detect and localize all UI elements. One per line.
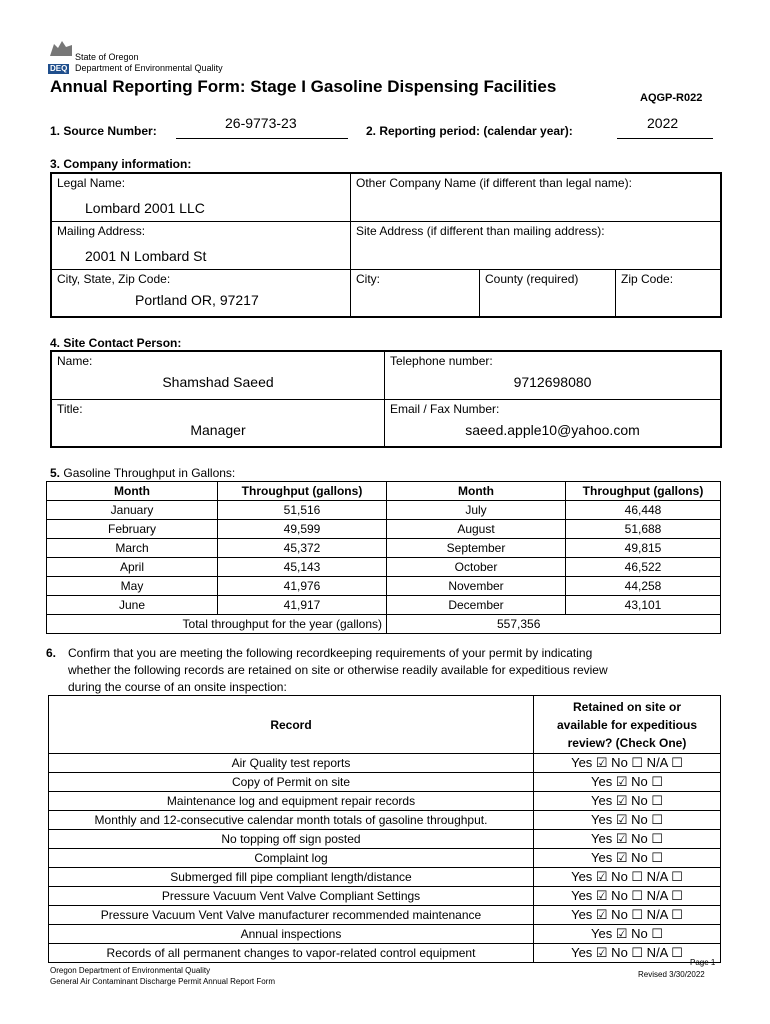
total-value[interactable]: 557,356 [387, 615, 721, 634]
throughput-header-1: Throughput (gallons) [218, 482, 387, 501]
throughput-cell[interactable]: 46,448 [566, 501, 721, 520]
record-row [49, 868, 721, 887]
oregon-logo-icon [48, 38, 74, 64]
record-name: Complaint log [49, 849, 534, 868]
record-row [49, 887, 721, 906]
department-name: Department of Environmental Quality [75, 63, 223, 73]
contact-name-cell[interactable] [51, 351, 385, 399]
record-checkboxes[interactable]: Yes ☑ No ☐ [534, 811, 721, 830]
record-row [49, 811, 721, 830]
record-row [49, 925, 721, 944]
footer-page: Page 1 [690, 958, 716, 967]
month-cell: July [387, 501, 566, 520]
record-name: Pressure Vacuum Vent Valve manufacturer recommended maintenance [49, 906, 534, 925]
month-cell: February [47, 520, 218, 539]
footer-revised: Revised 3/30/2022 [638, 970, 705, 979]
city-label: City: [356, 271, 380, 286]
city-state-zip-value: Portland OR, 97217 [135, 291, 259, 308]
legal-name-cell[interactable] [51, 173, 351, 221]
throughput-row [47, 596, 721, 615]
throughput-table [46, 481, 721, 634]
throughput-cell[interactable]: 46,522 [566, 558, 721, 577]
record-name: Records of all permanent changes to vapor-related control equipment [49, 944, 534, 963]
throughput-header-2: Throughput (gallons) [566, 482, 721, 501]
telephone-value: 9712698080 [513, 374, 592, 390]
month-cell: October [387, 558, 566, 577]
record-checkboxes[interactable]: Yes ☑ No ☐ N/A ☐ [534, 868, 721, 887]
other-name-label: Other Company Name (if different than legal name): [356, 176, 632, 190]
record-row [49, 773, 721, 792]
month-cell: August [387, 520, 566, 539]
record-checkboxes[interactable]: Yes ☑ No ☐ [534, 830, 721, 849]
record-header: Record [49, 696, 534, 754]
recordkeeping-text-2: whether the following records are retained on site or otherwise readily available for expeditious review [68, 663, 608, 677]
throughput-num: 5. [50, 466, 61, 480]
city-state-zip-cell[interactable] [51, 269, 351, 317]
record-row [49, 849, 721, 868]
record-row [49, 906, 721, 925]
site-contact-table [50, 350, 722, 448]
throughput-row [47, 520, 721, 539]
company-info-label: 3. Company information: [50, 157, 192, 171]
throughput-cell[interactable]: 45,372 [218, 539, 387, 558]
month-cell: November [387, 577, 566, 596]
month-header-2: Month [387, 482, 566, 501]
throughput-cell[interactable]: 43,101 [566, 596, 721, 615]
zip-label: Zip Code: [621, 271, 674, 286]
site-address-label: Site Address (if different than mailing address): [356, 223, 605, 238]
form-title: Annual Reporting Form: Stage I Gasoline Dispensing Facilities [50, 77, 557, 96]
site-contact-label: 4. Site Contact Person: [50, 336, 182, 350]
county-label: County (required) [485, 271, 579, 286]
telephone-label: Telephone number: [390, 354, 493, 368]
throughput-label: Gasoline Throughput in Gallons: [63, 466, 236, 480]
throughput-cell[interactable]: 44,258 [566, 577, 721, 596]
company-info-table [50, 172, 722, 318]
throughput-cell[interactable]: 41,917 [218, 596, 387, 615]
email-cell[interactable] [385, 399, 722, 447]
throughput-row [47, 501, 721, 520]
month-cell: April [47, 558, 218, 577]
contact-name-label: Name: [57, 354, 93, 368]
record-checkboxes[interactable]: Yes ☑ No ☐ N/A ☐ [534, 944, 721, 963]
footer-form-name: General Air Contaminant Discharge Permit Annual Report Form [50, 977, 275, 986]
record-checkboxes[interactable]: Yes ☑ No ☐ N/A ☐ [534, 887, 721, 906]
record-checkboxes[interactable]: Yes ☑ No ☐ [534, 849, 721, 868]
month-cell: March [47, 539, 218, 558]
mailing-address-label: Mailing Address: [57, 223, 146, 238]
mailing-address-value: 2001 N Lombard St [85, 247, 207, 264]
email-label: Email / Fax Number: [390, 401, 500, 416]
record-row [49, 944, 721, 963]
throughput-cell[interactable]: 51,516 [218, 501, 387, 520]
reporting-period-value: 2022 [647, 115, 679, 131]
telephone-cell[interactable] [385, 351, 722, 399]
legal-name-value: Lombard 2001 LLC [85, 200, 205, 216]
contact-title-label: Title: [57, 401, 83, 416]
month-cell: June [47, 596, 218, 615]
throughput-cell[interactable]: 49,599 [218, 520, 387, 539]
throughput-row [47, 539, 721, 558]
record-row [49, 792, 721, 811]
record-name: Copy of Permit on site [49, 773, 534, 792]
retained-header [534, 696, 721, 754]
form-id: AQGP-R022 [640, 92, 703, 104]
total-label: Total throughput for the year (gallons) [47, 615, 387, 634]
record-name: Pressure Vacuum Vent Valve Compliant Settings [49, 887, 534, 906]
county-cell[interactable] [480, 269, 616, 317]
site-address-cell[interactable] [351, 221, 722, 269]
month-cell: December [387, 596, 566, 615]
mailing-address-cell[interactable] [51, 221, 351, 269]
retained-header-2: available for expeditious [556, 717, 698, 732]
record-checkboxes[interactable]: Yes ☑ No ☐ [534, 773, 721, 792]
record-checkboxes[interactable]: Yes ☑ No ☐ [534, 792, 721, 811]
throughput-cell[interactable]: 41,976 [218, 577, 387, 596]
throughput-heading [50, 466, 235, 480]
recordkeeping-intro [46, 645, 608, 696]
contact-title-cell[interactable] [51, 399, 385, 447]
throughput-row [47, 558, 721, 577]
email-value: saeed.apple10@yahoo.com [465, 421, 640, 438]
source-number-label: 1. Source Number: [50, 124, 157, 138]
city-cell[interactable] [351, 269, 480, 317]
zip-cell[interactable] [616, 269, 722, 317]
contact-name-value: Shamshad Saeed [162, 374, 274, 390]
retained-header-1: Retained on site or [572, 699, 682, 714]
recordkeeping-text-1: Confirm that you are meeting the following recordkeeping requirements of your permit by indicating [68, 646, 593, 660]
month-cell: January [47, 501, 218, 520]
footer-dept: Oregon Department of Environmental Quality [50, 966, 211, 975]
state-name: State of Oregon [75, 52, 139, 62]
record-checkboxes[interactable]: Yes ☑ No ☐ N/A ☐ [534, 906, 721, 925]
record-row [49, 754, 721, 773]
record-name: Air Quality test reports [49, 754, 534, 773]
recordkeeping-text-3: during the course of an onsite inspection: [68, 680, 287, 694]
throughput-cell[interactable]: 51,688 [566, 520, 721, 539]
recordkeeping-num: 6. [46, 646, 57, 660]
deq-logo: DEQ [50, 64, 68, 73]
month-cell: September [387, 539, 566, 558]
record-checkboxes[interactable]: Yes ☑ No ☐ N/A ☐ [534, 754, 721, 773]
legal-name-label: Legal Name: [57, 176, 126, 190]
city-state-zip-label: City, State, Zip Code: [57, 271, 171, 286]
record-row [49, 830, 721, 849]
contact-title-value: Manager [190, 421, 246, 438]
month-header-1: Month [47, 482, 218, 501]
record-name: Submerged fill pipe compliant length/distance [49, 868, 534, 887]
other-name-cell[interactable] [351, 173, 722, 221]
record-name: Annual inspections [49, 925, 534, 944]
reporting-period-label: 2. Reporting period: (calendar year): [366, 124, 573, 138]
record-checkboxes[interactable]: Yes ☑ No ☐ [534, 925, 721, 944]
source-number-value: 26-9773-23 [225, 115, 297, 131]
retained-header-3: review? (Check One) [567, 735, 687, 750]
throughput-cell[interactable]: 45,143 [218, 558, 387, 577]
record-name: No topping off sign posted [49, 830, 534, 849]
throughput-cell[interactable]: 49,815 [566, 539, 721, 558]
record-name: Monthly and 12-consecutive calendar month totals of gasoline throughput. [49, 811, 534, 830]
record-name: Maintenance log and equipment repair records [49, 792, 534, 811]
throughput-row [47, 577, 721, 596]
records-table [48, 695, 721, 963]
month-cell: May [47, 577, 218, 596]
